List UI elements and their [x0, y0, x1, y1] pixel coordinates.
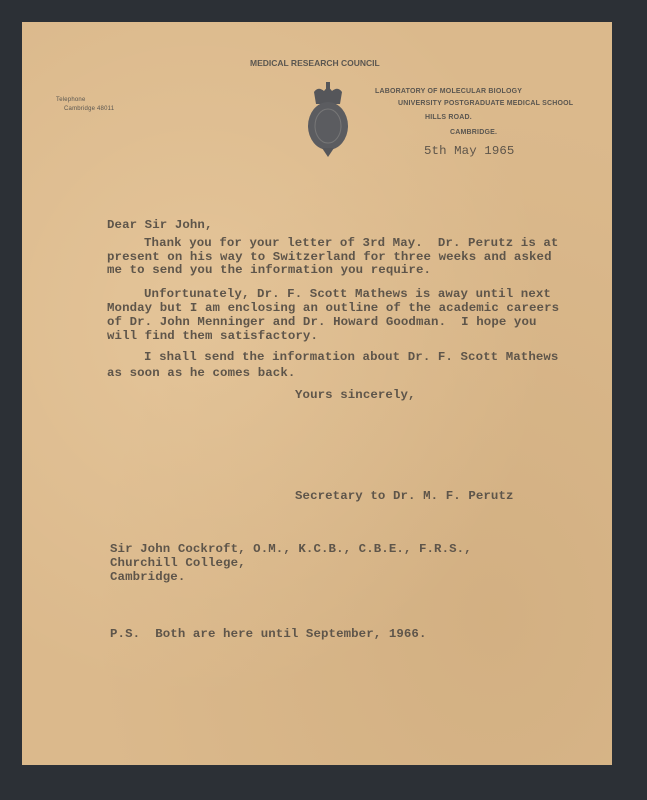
address-line: UNIVERSITY POSTGRADUATE MEDICAL SCHOOL [398, 100, 574, 107]
letterhead-organisation: MEDICAL RESEARCH COUNCIL [250, 58, 380, 68]
address-line: HILLS ROAD. [425, 114, 472, 121]
address-line: CAMBRIDGE. [450, 129, 498, 136]
body-line: of Dr. John Menninger and Dr. Howard Goodman. I hope you [107, 315, 537, 329]
royal-crest-icon [304, 82, 352, 158]
closing: Yours sincerely, [295, 388, 416, 402]
postscript: P.S. Both are here until September, 1966. [110, 627, 427, 641]
body-line: Thank you for your letter of 3rd May. Dr. Perutz is at [144, 236, 559, 250]
salutation: Dear Sir John, [107, 218, 213, 232]
body-line: Monday but I am enclosing an outline of the academic careers [107, 301, 560, 315]
telephone-label: Telephone [56, 97, 86, 103]
recipient-line: Sir John Cockroft, O.M., K.C.B., C.B.E., F.R.S., [110, 542, 472, 556]
letter-date: 5th May 1965 [424, 144, 515, 158]
recipient-line: Churchill College, [110, 556, 246, 570]
body-line: me to send you the information you require. [107, 263, 432, 277]
signature-title: Secretary to Dr. M. F. Perutz [295, 489, 514, 503]
body-line: Unfortunately, Dr. F. Scott Mathews is away until next [144, 287, 551, 301]
body-line: as soon as he comes back. [107, 366, 296, 380]
telephone-number: Cambridge 48011 [64, 106, 115, 112]
body-line: I shall send the information about Dr. F. Scott Mathews [144, 350, 559, 364]
address-line: LABORATORY OF MOLECULAR BIOLOGY [375, 88, 523, 95]
body-line: will find them satisfactory. [107, 329, 318, 343]
recipient-line: Cambridge. [110, 570, 186, 584]
body-line: present on his way to Switzerland for three weeks and asked [107, 250, 552, 264]
